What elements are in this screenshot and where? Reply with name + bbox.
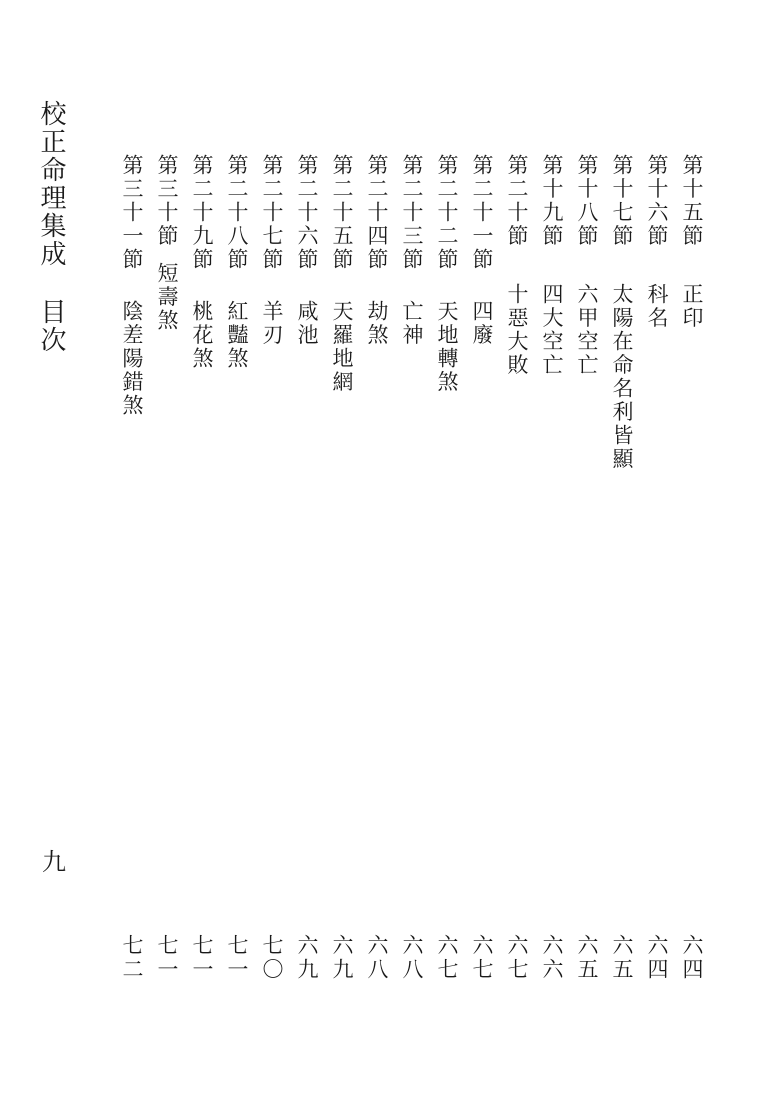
toc-entry-page: 七一: [190, 934, 214, 982]
toc-entry-title[interactable]: 十惡大敗: [505, 283, 529, 377]
toc-entry-title[interactable]: 太陽在命名利皆顯: [610, 283, 634, 471]
toc-entry-number: 第二十六節: [295, 154, 319, 272]
toc-entry-title[interactable]: 科名: [645, 283, 669, 330]
toc-entry-number: 第二十節: [505, 154, 529, 248]
toc-entry-number: 第十六節: [645, 154, 669, 248]
toc-entry-number: 第十五節: [680, 154, 704, 248]
toc-entry-page: 七一: [155, 934, 179, 982]
toc-entry-number: 第十九節: [540, 154, 564, 248]
section-title: 目次: [36, 298, 66, 354]
toc-entry-number: 第三十節: [155, 154, 179, 248]
toc-entry-title[interactable]: 桃花煞: [190, 300, 214, 371]
toc-entry-page: 六八: [400, 934, 424, 982]
toc-entry-number: 第二十七節: [260, 154, 284, 272]
running-header: [38, 100, 64, 354]
toc-entry-page: 六七: [470, 934, 494, 982]
toc-entry-number: 第二十八節: [225, 154, 249, 272]
toc-entry-title[interactable]: 天羅地網: [330, 300, 354, 394]
toc-entry-page: 六四: [680, 934, 704, 982]
toc-entry-number: 第十八節: [575, 154, 599, 248]
toc-entry-title[interactable]: 四大空亡: [540, 283, 564, 377]
toc-entry-page: 六七: [435, 934, 459, 982]
toc-entry-page: 六四: [645, 934, 669, 982]
toc-entry-title[interactable]: 劫煞: [365, 300, 389, 347]
toc-entry-title[interactable]: 陰差陽錯煞: [120, 300, 144, 418]
toc-entry-page: 六六: [540, 934, 564, 982]
toc-entry-title[interactable]: 紅豔煞: [225, 300, 249, 371]
toc-entry-title[interactable]: 羊刃: [260, 300, 284, 347]
toc-entry-number: 第二十四節: [365, 154, 389, 272]
toc-entry-title[interactable]: 四廢: [470, 300, 494, 347]
book-title: 校正命理集成: [36, 100, 66, 268]
toc-entry-title[interactable]: 短壽煞: [155, 262, 179, 333]
toc-entry-page: 六五: [575, 934, 599, 982]
toc-entry-number: 第三十一節: [120, 154, 144, 272]
toc-entry-number: 第二十三節: [400, 154, 424, 272]
toc-entry-page: 七二: [120, 934, 144, 982]
toc-entry-title[interactable]: 亡神: [400, 300, 424, 347]
toc-entry-number: 第二十二節: [435, 154, 459, 272]
toc-entry-number: 第二十五節: [330, 154, 354, 272]
toc-entry-number: 第二十九節: [190, 154, 214, 272]
toc-entry-page: 七〇: [260, 934, 284, 982]
toc-entry-title[interactable]: 六甲空亡: [575, 283, 599, 377]
page-number: 九: [42, 848, 66, 876]
toc-entry-title[interactable]: 咸池: [295, 300, 319, 347]
toc-entry-number: 第二十一節: [470, 154, 494, 272]
toc-entry-page: 六七: [505, 934, 529, 982]
toc-entry-page: 六九: [295, 934, 319, 982]
toc-entry-page: 六九: [330, 934, 354, 982]
toc-entry-title[interactable]: 正印: [680, 283, 704, 330]
toc-entry-page: 七一: [225, 934, 249, 982]
toc-entry-title[interactable]: 天地轉煞: [435, 300, 459, 394]
toc-entry-number: 第十七節: [610, 154, 634, 248]
toc-entry-page: 六八: [365, 934, 389, 982]
toc-entry-page: 六五: [610, 934, 634, 982]
